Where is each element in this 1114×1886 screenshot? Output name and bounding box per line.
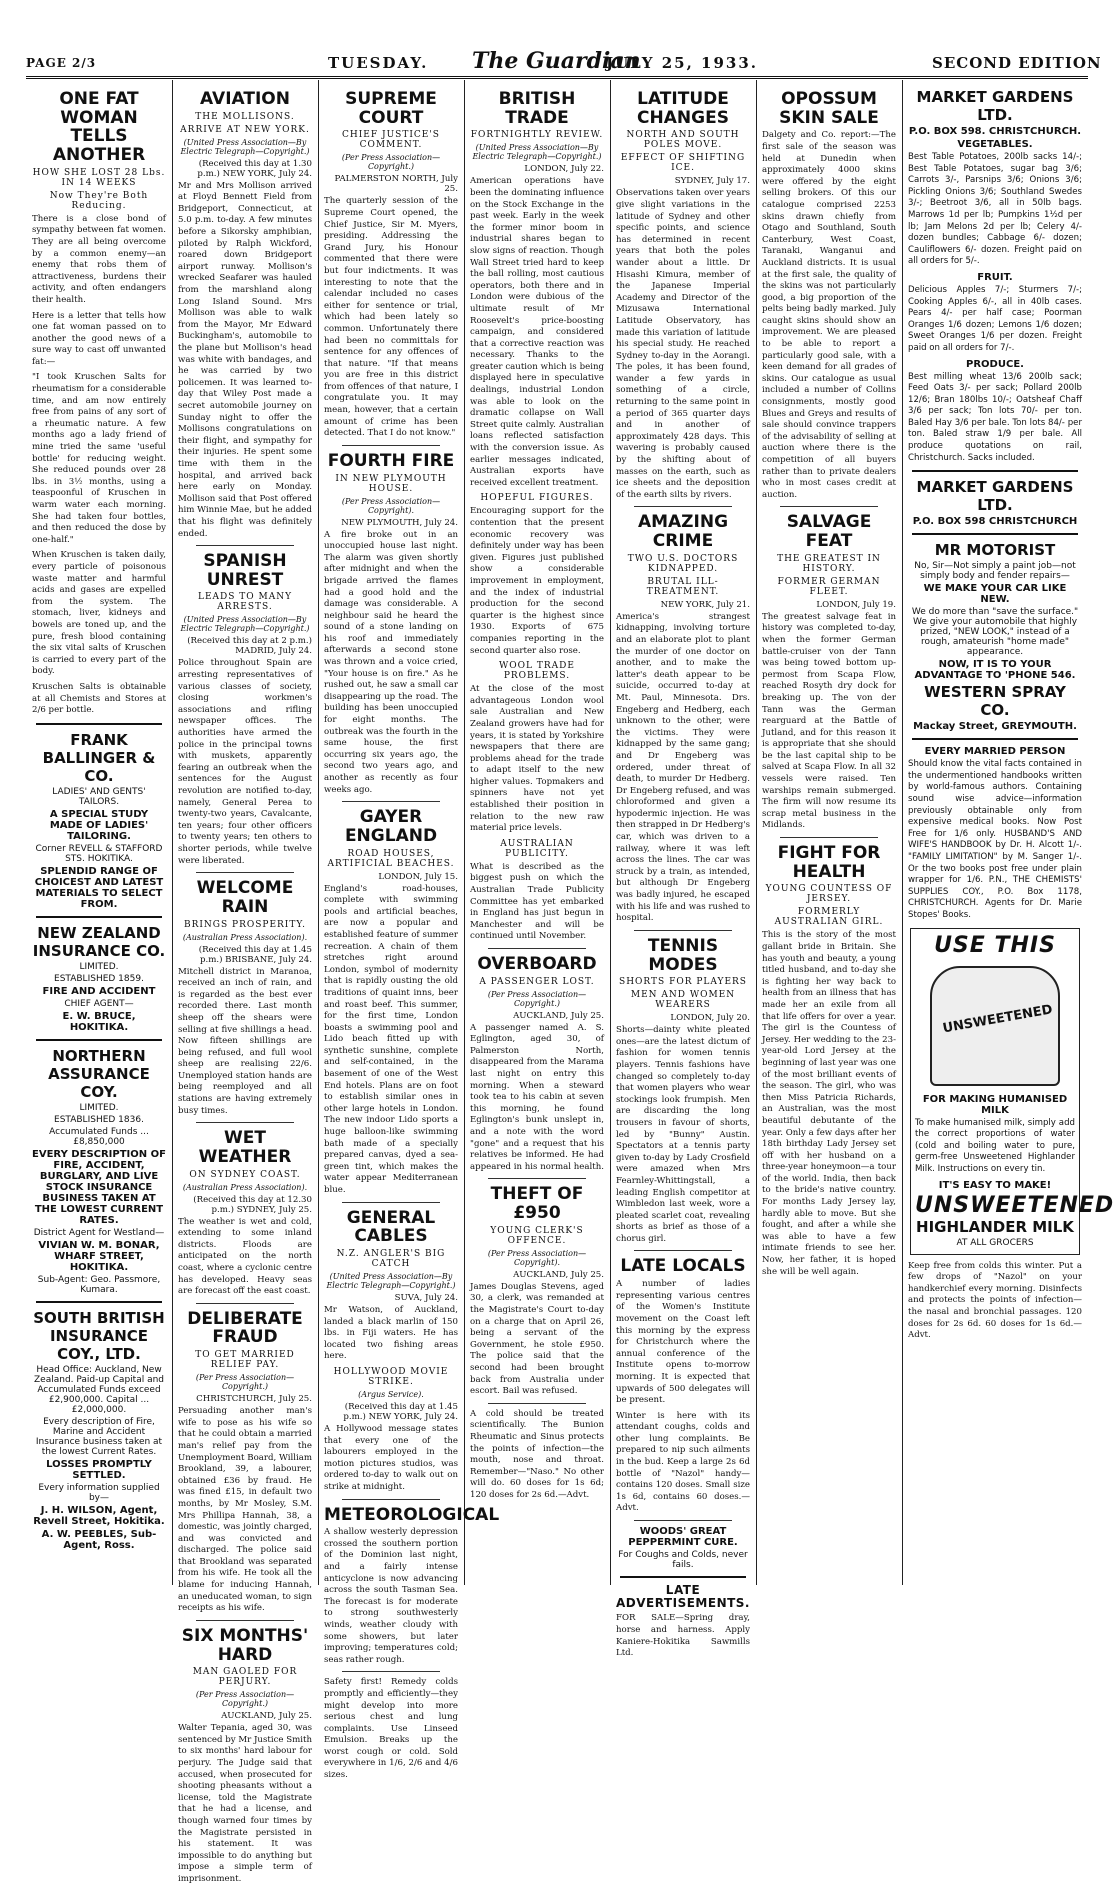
divider bbox=[780, 506, 878, 507]
ad-line: LIMITED. bbox=[79, 1102, 119, 1113]
article-paragraph: Here is a letter that tells how one fat woman passed on to another the good news of a sure way to cast off unwanted fat:— bbox=[32, 310, 166, 367]
advertorial-paragraph: Winter is here with its attendant coughs, colds and other lung complaints. Be prepared to nip such ailments in the bud. Keep a large 2s 6d bottle of "Nazol" handy—contains 120 doses. Small size 1s 6d, contains 60 doses.—Advt. bbox=[616, 1410, 750, 1514]
ad-line: EVERY DESCRIPTION OF FIRE, ACCIDENT, BURGLARY, AND LIVE STOCK INSURANCE BUSINESS TAKEN AT THE LOWEST CURRENT RATES. bbox=[32, 1148, 166, 1226]
article-paragraph: The greatest salvage feat in history was completed to-day, when the former German battle-cruiser von der Tann was being towed bottom up-permost from Scapa Flow, reached Rosyth dry dock for breaking up. The von der Tann was the German rearguard at the Battle of Jutland, and for this reason it is appropriate that she should be the last capital ship to be salved at Scapa Flow. In all 32 vessels were raised. Ten warships remain submerged. The firm will now resume its scrap metal business in the Midlands. bbox=[762, 611, 896, 831]
ad-line: P.O. BOX 598 CHRISTCHURCH bbox=[912, 516, 1078, 528]
divider bbox=[488, 948, 586, 949]
advertisement bbox=[32, 1309, 166, 1551]
dateline: AUCKLAND, July 25. bbox=[221, 1711, 312, 1722]
ad-line: IT'S EASY TO MAKE! bbox=[938, 1179, 1052, 1191]
ad-line: LIMITED. bbox=[79, 961, 119, 972]
dateline: LONDON, July 20. bbox=[670, 1013, 750, 1024]
ad-line: A. W. PEEBLES, Sub-Agent, Ross. bbox=[41, 1528, 157, 1551]
divider bbox=[36, 723, 162, 725]
divider bbox=[488, 1178, 586, 1179]
ad-line: SPLENDID RANGE OF CHOICEST AND LATEST MATERIALS TO SELECT FROM. bbox=[34, 865, 164, 910]
advertiser-name: NEW ZEALAND INSURANCE CO. bbox=[32, 923, 166, 960]
wire-credit: (Per Press Association—Copyright.) bbox=[195, 1373, 295, 1392]
wire-credit: (Per Press Association—Copyright). bbox=[487, 1248, 587, 1267]
ad-section: PRODUCE. bbox=[966, 358, 1024, 370]
ad-line: WE MAKE YOUR CAR LIKE NEW. bbox=[923, 583, 1067, 606]
divider bbox=[342, 1202, 440, 1203]
tin-label: UNSWEETENED bbox=[941, 1001, 1054, 1036]
divider bbox=[634, 930, 732, 931]
dateline: AUCKLAND, July 25. bbox=[513, 1269, 604, 1280]
subheadline: TO GET MARRIED RELIEF PAY. bbox=[195, 1350, 295, 1371]
subheadline: ROAD HOUSES, ARTIFICIAL BEACHES. bbox=[327, 848, 455, 869]
dateline: PALMERSTON NORTH, July 25. bbox=[334, 174, 458, 195]
dateline: (Received this day at 12.30 p.m.) SYDNEY, July 25. bbox=[193, 1194, 312, 1215]
edition-label: SECOND EDITION bbox=[932, 54, 1102, 72]
divider bbox=[342, 1499, 440, 1500]
article-paragraph: Shorts—dainty white pleated ones—are the latest dictum of fashion for women tennis players. Tennis fashions have changed so completely to-day that women players who wear stockings look frumpish. Men are discarding the long trousers in favour of shorts, led by "Bunny" Austin. Spectators at a tennis party given to-day by Lady Crosfield were amazed when Mrs Fearnley-Whittingstall, a leading English competitor at Wimbledon last week, wore a pleated scarlet coat, revealing shorts as brief as those of a chorus girl. bbox=[616, 1025, 750, 1244]
section-heading: LATE ADVERTISEMENTS. bbox=[616, 1583, 750, 1611]
headline: AVIATION bbox=[200, 89, 290, 109]
ad-line: LOSSES PROMPTLY SETTLED. bbox=[46, 1458, 152, 1481]
section-subhead: WOOL TRADE PROBLEMS. bbox=[499, 661, 575, 682]
masthead-date: JULY 25, 1933. bbox=[606, 54, 758, 72]
advertisement bbox=[616, 1526, 750, 1570]
article-paragraph: American operations have been the dominating influence on the Stock Exchange in the past week. Early in the week the former minor boom in industrial shares began to slow signs of reaction. Though Wall Street tried hard to keep the ball rolling, most cautious operators, both there and in London were dubious of the ultimate result of Mr Roosevelt's price-boosting campaign, and considered that a corrective reaction was necessary. Thanks to the greater caution which is being displayed here in speculative dealings, industrial London was able to look on the dramatic collapse on Wall Street quite calmly. Australian loans reflected satisfaction with the conversion issue. As earlier messages indicated, Australian exports have received excellent treatment. bbox=[470, 176, 604, 488]
ad-line: VIVIAN W. M. BONAR, WHARF STREET, HOKITIKA. bbox=[38, 1239, 160, 1273]
divider bbox=[912, 470, 1078, 472]
divider bbox=[912, 738, 1078, 740]
dateline: CHRISTCHURCH, July 25. bbox=[196, 1394, 312, 1405]
article-paragraph: A number of ladies representing various centres of the Women's Institute movement on the Coast left this morning by the express for Christchurch where the annual conference of the Institute opens to-morrow morning. It is expected that upwards of 500 delegates will be present. bbox=[616, 1279, 750, 1406]
ad-line: E. W. BRUCE, HOKITIKA. bbox=[62, 1010, 136, 1033]
product-name: HIGHLANDER MILK bbox=[916, 1217, 1074, 1236]
ad-line: FIRE AND ACCIDENT bbox=[42, 985, 156, 997]
article-paragraph: "I took Kruschen Salts for rheumatism for a considerable time, and am now entirely free from pains of any sort of a rheumatic nature. A few months ago a lady friend of mine tried the same 'useful bottle' for reducing weight. She reduced pounds over 28 lbs. in 3½ months, using a teaspoonful of Kruschen in warm water each morning. She had taken four bottles, and then reduced the dose by one-half." bbox=[32, 372, 166, 545]
headline: SPANISH UNREST bbox=[203, 551, 287, 590]
advertisement bbox=[908, 541, 1082, 732]
dateline: (Received this day at 1.45 p.m.) BRISBANE, July 24. bbox=[198, 944, 312, 965]
column-2 bbox=[172, 80, 318, 1884]
dateline: (Received this day at 1.30 p.m.) NEW YORK, July 24. bbox=[197, 158, 312, 179]
dateline: AUCKLAND, July 25. bbox=[513, 1010, 604, 1021]
wire-credit: (United Press Association—By Electric Telegraph—Copyright.) bbox=[472, 143, 602, 162]
advertiser-name: MARKET GARDENS LTD. bbox=[916, 88, 1074, 124]
ad-line: Every description of Fire, Marine and Accident Insurance business taken at the lowest Current Rates. bbox=[35, 1416, 163, 1457]
subheadline: HOW SHE LOST 28 Lbs. IN 14 WEEKS bbox=[32, 167, 166, 188]
subheadline: EFFECT OF SHIFTING ICE. bbox=[620, 153, 746, 174]
subheadline: THE MOLLISONS. bbox=[195, 111, 295, 122]
article-paragraph: England's road-houses, complete with swimming pools and artificial beaches, are now a popular and established feature of summer recreation. A chain of them stretches right around London, symbol of modernity that is rapidly ousting the old traditions of quaint inns, beer and roast beef. This summer, for the first time, London boasts a swimming pool and Lido beach fitted up with synthetic sunshine, complete and self-contained, in the basement of one of the West End hotels. Plans are on foot to establish similar ones in other large hotels in London. The new indoor Lido sports a huge balloon-like swimming bath made of a specially prepared canvas, dyed a sea-green tint, which makes the water appear Mediterranean blue. bbox=[324, 883, 458, 1195]
advertisement bbox=[32, 731, 166, 910]
advertiser-name: MARKET GARDENS LTD. bbox=[916, 478, 1074, 515]
wire-credit: (Australian Press Association). bbox=[182, 932, 308, 942]
column-6 bbox=[756, 80, 902, 1585]
article-paragraph: Persuading another man's wife to pose as his wife so that he could obtain a married man's relief pay from the Unemployment Board, William Brookland, 39, a labourer, obtained £36 by fraud. He was fined £15, in default two months, by Mr Mosley, S.M. Mrs Phillipa Hannah, 38, a domestic, was jointly charged, and was convicted and discharged. The police said that Brookland was separated from his wife. He took all the blame for inducing Hannah, an uneducated woman, to sign receipts as his wife. bbox=[178, 1406, 312, 1614]
headline: THEFT OF £950 bbox=[490, 1184, 584, 1224]
headline: METEOROLOGICAL bbox=[324, 1504, 500, 1525]
subheadline: BRUTAL ILL-TREATMENT. bbox=[646, 576, 720, 597]
ad-line: P.O. BOX 598. CHRISTCHURCH. bbox=[908, 126, 1082, 137]
subheadline: A PASSENGER LOST. bbox=[479, 976, 595, 987]
wire-credit: (Per Press Association—Copyright). bbox=[341, 496, 441, 515]
article-paragraph: What is described as the biggest push on which the Australian Trade Publicity Committee has yet embarked in England has just begun in Manchester and will be continued until November. bbox=[470, 861, 604, 942]
advertisement bbox=[32, 1047, 166, 1295]
advertisement bbox=[32, 924, 166, 1033]
article-paragraph: Mitchell district in Maranoa, received an inch of rain, and is regarded as the best ever recorded there. Last month sheep off the shears were selling at five shillings a head. Now fifteen shillings are being refused, and full wool sheep are realising 22/6. Unemployed station hands are being reemployed and all stations are having extremely busy times. bbox=[178, 966, 312, 1116]
dateline: NEW PLYMOUTH, July 24. bbox=[341, 517, 458, 528]
ad-line: WOODS' GREAT PEPPERMINT CURE. bbox=[628, 1526, 738, 1549]
divider bbox=[634, 1520, 732, 1521]
ad-line: A SPECIAL STUDY MADE OF LADIES' TAILORING. bbox=[49, 808, 149, 842]
dateline: NEW YORK, July 21. bbox=[660, 599, 750, 610]
subheadline: NORTH AND SOUTH POLES MOVE. bbox=[626, 130, 740, 151]
dateline: LONDON, July 15. bbox=[378, 871, 458, 882]
subheadline: FORMERLY AUSTRALIAN GIRL. bbox=[774, 907, 884, 928]
section-subhead: HOPEFUL FIGURES. bbox=[480, 493, 594, 504]
ad-line: Mackay Street, GREYMOUTH. bbox=[913, 721, 1077, 733]
subheadline: CHIEF JUSTICE'S COMMENT. bbox=[342, 130, 440, 151]
divider bbox=[912, 533, 1078, 535]
divider bbox=[196, 872, 294, 873]
article-paragraph: Dalgety and Co. report:—The first sale of the season was held at Dunedin when approximately 4000 skins were offered by the eight selling brokers. Of this our catalogue comprised 2253 skins drawn chiefly from Otago and Southland, South Canterbury, West Coast, Taranaki, Wanganui and Auckland districts. It is usual at the first sale, the quality of the skins was not particularly good, a big proportion of the pelts being badly marked. July caught skins should show an improvement. We are pleased to be able to report a particularly good sale, with a keen demand for all grades of skins. Our catalogue as usual included a number of Collins consignments, mostly good Blues and Greys and results of sale should convince trappers of the advisability of selling at auction where there is the competition of all buyers rather than to private dealers who in most cases credit at auction. bbox=[762, 130, 896, 500]
ad-section: FRUIT. bbox=[977, 271, 1013, 283]
divider bbox=[36, 1301, 162, 1303]
dateline: SUVA, July 24. bbox=[394, 1292, 458, 1303]
headline: ONE FAT WOMAN TELLS ANOTHER bbox=[52, 89, 146, 166]
article-paragraph: A fire broke out in an unoccupied house last night. The alarm was given shortly after midnight and when the brigade arrived the flames had a good hold and the damage was considerable. A neighbour said he heard the sound of a stone landing on his roof and immediately afterwards a second stone was thrown and a voice cried, "Your house is on fire." As he rushed out, he saw a small car disappearing up the road. The building has been unoccupied for eight months. The outbreak was the fourth in the same house, the first occurring six years ago, the second two years ago, and another as recently as four weeks ago. bbox=[324, 529, 458, 795]
column-3 bbox=[318, 80, 500, 1781]
subheadline: LEADS TO MANY ARRESTS. bbox=[197, 592, 293, 613]
article-paragraph: At the close of the most advantageous London wool sale Australian and New Zealand growers have had for years, it is stated by Yorkshire newspapers that there are problems ahead for the trade to adapt itself to the new higher values. Topmakers and spinners have not yet established their position in relation to the new raw material price levels. bbox=[470, 684, 604, 834]
divider bbox=[342, 445, 440, 446]
ad-line: No, Sir—Not simply a paint job—not simply body and fender repairs— bbox=[914, 561, 1076, 582]
headline: GAYER ENGLAND bbox=[344, 807, 438, 846]
price-list: Best milling wheat 13/6 200lb sack; Feed Oats 3/- per sack; Pollard 200lb 12/6; Bran 180lbs 10/-; Oatsheaf Chaff 3/6 per sack; Ton lots 70/- per ton. Baled Hay 3/6 per bale. Ton lots 84/- per ton. Baled straw 1/9 per bale. All produce quotations on rail, Christchurch. Sacks included. bbox=[908, 371, 1082, 463]
wire-credit: (Argus Service). bbox=[358, 1389, 424, 1399]
divider bbox=[780, 837, 878, 838]
article-paragraph: Mr and Mrs Mollison arrived at Floyd Bennett Field from Bridgeport, Connecticut, at 5.0 p.m. to-day. A few minutes before a Sikorsky amphibian, piloted by Ralph Wickford, roared down Bridgeport airport runway. Mollison's wrecked Seafarer was hauled from the marshland along Long Island Sound. Mrs Mollison was able to walk from the Mayor, Mr Edward Buckingham's, automobile to the plane but Mollison's head was white with bandages, and he was carried by two policemen. It was learned to-day that Wiley Post made a secret automobile journey on Sunday night to offer the Mollisons congratulations on their flight, and sympathy for their injuries. He spent some time with them in the hospital, and arrived back here early on Monday. Mollison said that Post offered him Winnie Mae, but he added that his flight was definitely ended. bbox=[178, 180, 312, 539]
subheadline: HOLLYWOOD MOVIE STRIKE. bbox=[333, 1366, 449, 1387]
dateline: (Received this day at 2 p.m.) MADRID, July 24. bbox=[187, 636, 312, 657]
divider bbox=[634, 1250, 732, 1251]
wire-credit: (United Press Association—By Electric Telegraph—Copyright.) bbox=[180, 615, 310, 634]
divider bbox=[36, 1039, 162, 1041]
headline: OPOSSUM SKIN SALE bbox=[779, 89, 879, 128]
headline: WET WEATHER bbox=[198, 1128, 292, 1167]
milk-tin-illustration bbox=[930, 966, 1060, 1086]
subheadline: ARRIVE AT NEW YORK. bbox=[180, 124, 310, 135]
ad-line: For Coughs and Colds, never fails. bbox=[618, 1550, 748, 1571]
advertorial-paragraph: A cold should be treated scientifically. The Bunion Rheumatic and Sinus protects the points of infection—the mouth, nose and throat. Remember—"Naso." No other will do. 60 doses for 1s 6d; 120 doses for 2s 6d.—Advt. bbox=[470, 1408, 604, 1500]
ad-line: We do more than "save the surface." We give your automobile that highly prized, "NEW LOOK," instead of a rough, amateurish "home made" appearance. bbox=[911, 607, 1079, 658]
article-paragraph: Walter Tepania, aged 30, was sentenced by Mr Justice Smith to six months' hard labour for perjury. The Judge said that accused, when prosecuted for shooting pheasants without a license, told the Magistrate that he had a license, and though warned four times by the Magistrate persisted in his statement. It was impossible to do anything but impose a simple term of imprisonment. bbox=[178, 1723, 312, 1884]
article-paragraph: Observations taken over years give slight variations in the latitude of Sydney and other specific points, and science has determined in recent years that both the poles wander about a little. Dr Hisashi Kimura, member of the Japanese Imperial Academy and Director of the Mizusawa International Latitude Observatory, has made this variation of latitude his special study. He reached Sydney to-day in the Aorangi. The poles, it has been found, wander a few yards in something of a circle, returning to the same point in a period of 365 quarter days and in another of approximately 428 days. This wavering is probably caused by the shifting about of masses on the earth, such as ice sheets and the deposition of the earth silts by rivers. bbox=[616, 188, 750, 500]
ad-headline: USE THIS bbox=[934, 932, 1056, 958]
wire-credit: (Australian Press Association). bbox=[182, 1182, 308, 1192]
ad-line: NOW, IT IS TO YOUR ADVANTAGE TO 'PHONE 546. bbox=[914, 659, 1076, 682]
headline: DELIBERATE FRAUD bbox=[187, 1308, 303, 1348]
subheadline: FORMER GERMAN FLEET. bbox=[777, 576, 881, 597]
advertisement bbox=[908, 478, 1082, 527]
advertorial-paragraph: Keep free from colds this winter. Put a few drops of "Nazol" on your handkerchief every morning. Disinfects and protects the points of infection—the nasal and bronchial passages. 120 doses for 2s 6d. 60 doses for 1s 6d.—Advt. bbox=[908, 1260, 1082, 1341]
dateline: (Received this day at 1.45 p.m.) NEW YORK, July 24. bbox=[343, 1401, 458, 1422]
ad-line: Accumulated Funds ... £8,850,000 bbox=[49, 1126, 149, 1147]
ad-heading: MR MOTORIST bbox=[934, 541, 1056, 560]
classified-ad: FOR SALE—Spring dray, horse and harness. Apply Kaniere-Hokitika Sawmills Ltd. bbox=[616, 1613, 750, 1659]
divider bbox=[634, 506, 732, 507]
masthead-day: TUESDAY. bbox=[328, 54, 429, 72]
ad-line: J. H. WILSON, Agent, Revell Street, Hokitika. bbox=[33, 1504, 165, 1527]
wire-credit: (Per Press Association—Copyright.) bbox=[487, 989, 587, 1008]
article-paragraph: Encouraging support for the contention that the present economic recovery was definitely under way has been given. Figures just published show a considerable improvement in employment, and the index of industrial production for the second quarter is the highest since 1930. Exports of 675 companies reporting in the second quarter also rose. bbox=[470, 506, 604, 656]
divider bbox=[488, 1403, 586, 1404]
wire-credit: (Per Press Association—Copyright.) bbox=[195, 1690, 295, 1709]
wire-credit: (United Press Association—By Electric Telegraph—Copyright.) bbox=[180, 137, 310, 156]
subheadline: MAN GAOLED FOR PERJURY. bbox=[192, 1667, 298, 1688]
ad-body: Should know the vital facts contained in the undermentioned handbooks written by world-famous authors. Containing sound wise advice—information previously obtainable only from expensive medical books. Now Post Free for 1/6 only. HUSBAND'S AND WIFE'S HANDBOOK by Dr. H. Alcott 1/-. "FAMILY LIMITATION" by M. Sanger 1/-. Or the two books post free under plain wrapper for 1/6. P.N., THE CHEMISTS' SUPPLIES COY., P.O. Box 1178, CHRISTCHURCH. Agents for Dr. Marie Stopes' Books. bbox=[908, 759, 1082, 920]
ad-section: VEGETABLES. bbox=[957, 139, 1033, 150]
ad-body: To make humanised milk, simply add the correct proportions of water (cold and boiling water to pure, germ-free Unsweetened Highlander Milk. Instructions on every tin. bbox=[915, 1117, 1075, 1174]
ad-line: ESTABLISHED 1859. bbox=[54, 973, 144, 984]
subheadline: N.Z. ANGLER'S BIG CATCH bbox=[336, 1248, 446, 1269]
advertiser-name: WESTERN SPRAY CO. bbox=[924, 683, 1066, 720]
article-paragraph: When Kruschen is taken daily, every particle of poisonous waste matter and harmful acids and gases are expelled from the system. The stomach, liver, kidneys and bowels are toned up, and the pure, fresh blood containing the six vital salts of Kruschen is carried to every part of the body. bbox=[32, 550, 166, 677]
article-paragraph: A passenger named A. S. Eglington, aged 30, of Palmerston North, disappeared from the Marama last night on entry this morning. When a steward took tea to his cabin at seven this morning, he found Eglington's bunk unslept in, and a note with the word "gone" and a request that his relatives be informed. He had appeared in his normal health. bbox=[470, 1022, 604, 1172]
headline: FOURTH FIRE bbox=[327, 450, 455, 471]
subheadline: YOUNG COUNTESS OF JERSEY. bbox=[765, 884, 893, 905]
masthead bbox=[0, 0, 1114, 78]
divider bbox=[196, 1303, 294, 1304]
headline: SIX MONTHS' HARD bbox=[181, 1625, 309, 1665]
ad-line: Sub-Agent: Geo. Passmore, Kumara. bbox=[37, 1274, 161, 1295]
article-paragraph: The quarterly session of the Supreme Court opened, the Chief Justice, Sir M. Myers, presiding. Addressing the Grand Jury, his Honour commented that there were but four indictments. It was interesting to note that the calendar included no cases either for sentence or trial, which had been lately so common. Unfortunately there had been no committals for sentence for any offences of that nature. "If that means you are free in this district from offences of that nature, I congratulate you. It may mean, however, that a certain amount of crime has been detected. That I do not know." bbox=[324, 196, 458, 439]
subheadline: IN NEW PLYMOUTH HOUSE. bbox=[335, 473, 447, 494]
headline: SALVAGE FEAT bbox=[786, 512, 872, 552]
article-paragraph: Police throughout Spain are arresting representatives of various classes of society, closing workmen's associations and rifling newspaper offices. The authorities have armed the police in the principal towns with muskets, apparently fearing an outbreak when the sentences for the August revolution are notified to-day, namely, General Perea to twenty-two years, Cavalcante, ten years; four other officers to twenty years; ten others to shorter periods, while twelve were liberated. bbox=[178, 658, 312, 866]
column-7 bbox=[902, 80, 1114, 1585]
divider bbox=[36, 916, 162, 918]
article-paragraph: A Hollywood message states that every one of the labourers employed in the motion pictures studios, was ordered to-day to walk out on strike at midnight. bbox=[324, 1423, 458, 1492]
subheadline: MEN AND WOMEN WEARERS bbox=[630, 990, 736, 1011]
ad-line: District Agent for Westland— bbox=[33, 1227, 165, 1238]
headline: LATITUDE CHANGES bbox=[637, 89, 729, 128]
dateline: SYDNEY, July 17. bbox=[674, 176, 750, 187]
price-list: Delicious Apples 7/-; Sturmers 7/-; Cooking Apples 6/-, all in 40lb cases. Pears 4/- per half case; Poorman Oranges 1/6 dozen; Lemons 1/6 dozen; Sweet Oranges 1/6 per dozen. Freight paid on all orders for 7/-. bbox=[908, 284, 1082, 353]
section-subhead: AUSTRALIAN PUBLICITY. bbox=[500, 838, 574, 859]
divider bbox=[196, 1122, 294, 1123]
milk-advertisement bbox=[910, 928, 1114, 1255]
article-paragraph: There is a close bond of sympathy between fat women. They are all being overcome by a common enemy—an enemy that robs them of attractiveness, burdens their activity, and often endangers their health. bbox=[32, 213, 166, 305]
headline: AMAZING CRIME bbox=[637, 512, 729, 552]
headline: SUPREME COURT bbox=[345, 89, 437, 128]
divider bbox=[342, 1671, 440, 1672]
ad-line: ESTABLISHED 1836. bbox=[54, 1114, 144, 1125]
ad-line: FOR MAKING HUMANISED MILK bbox=[922, 1093, 1068, 1116]
divider bbox=[342, 801, 440, 802]
subheadline: FORTNIGHTLY REVIEW. bbox=[470, 130, 604, 141]
dateline: LONDON, July 19. bbox=[816, 599, 896, 610]
headline: BRITISH TRADE bbox=[498, 89, 576, 128]
ad-line: Every information supplied by— bbox=[38, 1482, 160, 1503]
headline: OVERBOARD bbox=[477, 954, 597, 974]
ad-line: Head Office: Auckland, New Zealand. Paid-up Capital and Accumulated Funds exceed £2,900,000. Capital ... £2,000,000. bbox=[34, 1364, 164, 1415]
column-4 bbox=[464, 80, 610, 1585]
newspaper-title: The Guardian bbox=[472, 48, 641, 74]
subheadline: BRINGS PROSPERITY. bbox=[183, 919, 306, 930]
article-paragraph: This is the story of the most gallant bride in Britain. She has youth and beauty, a young titled husband, and to-day she is fighting her way back to health from an illness that has made her an exile from all that life offers for over a year. The girl is the Countess of Jersey. Her wedding to the 23-year-old Lord Jersey at the beginning of last year was one of the most brilliant events of the season. The girl, who was then Miss Patricia Richards, an Australian, was the most beautiful debutante of the year. Only a few days after her 18th birthday Lady Jersey set off with her husband on a three-year honeymoon—a tour of the world. India, then back to the bride's native country. For months Lady Jersey lay, hardly able to move. But she fought, and after a while she was able to have a few intimate friends to see her. Now, her father, it is hoped she will be well again. bbox=[762, 930, 896, 1277]
article-paragraph: Mr Watson, of Auckland, landed a black marlin of 150 lbs. in Fiji waters. He has located two fishing areas here. bbox=[324, 1304, 458, 1362]
advertisement bbox=[908, 746, 1082, 921]
article-paragraph: The weather is wet and cold, extending to some inland districts. Floods are anticipated on the north coast, where a cyclonic centre has developed. Heavy seas are forecast off the east coast. bbox=[178, 1216, 312, 1297]
subheadline: YOUNG CLERK'S OFFENCE. bbox=[490, 1225, 584, 1246]
ad-heading: EVERY MARRIED PERSON bbox=[924, 746, 1066, 758]
divider bbox=[196, 545, 294, 546]
wire-credit: (Per Press Association—Copyright.) bbox=[341, 153, 441, 172]
dateline: LONDON, July 22. bbox=[524, 164, 604, 175]
ad-line: AT ALL GROCERS bbox=[956, 1237, 1034, 1248]
subheadline: TWO U.S. DOCTORS KIDNAPPED. bbox=[627, 553, 739, 574]
headline: LATE LOCALS bbox=[620, 1256, 746, 1277]
headline: TENNIS MODES bbox=[647, 935, 719, 975]
wire-credit: (United Press Association—By Electric Telegraph—Copyright.) bbox=[326, 1271, 456, 1290]
article-paragraph: James Douglas Stevens, aged 30, a clerk, was remanded at the Magistrate's Court to-day on a charge that on April 26, being a servant of the Government, he stole £950. The police said that the second had been brought back from Australia under escort. Bail was refused. bbox=[470, 1281, 604, 1397]
advertiser-name: NORTHERN ASSURANCE COY. bbox=[48, 1046, 150, 1101]
advertiser-name: FRANK BALLINGER & CO. bbox=[42, 730, 156, 785]
headline: WELCOME RAIN bbox=[196, 878, 294, 917]
article-paragraph: Kruschen Salts is obtainable at all Chemists and Stores at 2/6 per bottle. bbox=[32, 681, 166, 716]
article-paragraph: America's strangest kidnapping, involving torture and an elaborate plot to plant the murder of one doctor on another, and to make the latter's death appear to be suicide, occurred to-day at Mt. Paul, Minnesota. Drs. Engeberg and Hedberg, each unknown to the other, were the victims. They were kidnapped by the same gang; and Dr Engeberg was ordered, under threat of death, to murder Dr Hedberg. Dr Engeberg refused, and was chloroformed and given a hypodermic injection. He was then strapped in Dr Hedberg's car, which was driven to a railway, where it was left across the lines. The car was struck by a train, as intended, but although Dr Engeberg was badly injured, he escaped with his life and was rushed to hospital. bbox=[616, 611, 750, 924]
masthead-rule bbox=[26, 76, 1088, 79]
ad-line: LADIES' AND GENTS' TAILORS. bbox=[52, 786, 146, 807]
subheadline: SHORTS FOR PLAYERS bbox=[619, 977, 747, 988]
ad-line: CHIEF AGENT— bbox=[64, 998, 134, 1009]
divider bbox=[196, 1620, 294, 1621]
price-list: Best Table Potatoes, 200lb sacks 14/-; Best Table Potatoes, sugar bag 3/6; Carrots 3/-, Parsnips 3/6; Onions 3/6; Pickling Onions 3/6; Southland Swedes 3/-; Beetroot 3/6, all in 50lb bags. Marrows 1d per lb; Pumpkins 1½d per lb; Jam Melons 2d per lb; Celery 4/- dozen bundles; Cabbage 6/- dozen; Cauliflowers 6/- dozen. Freight paid on all orders for 5/-. bbox=[908, 152, 1082, 267]
subheadline: Now They're Both Reducing. bbox=[49, 190, 149, 211]
headline: GENERAL CABLES bbox=[346, 1207, 436, 1247]
column-1 bbox=[26, 80, 172, 1585]
subheadline: ON SYDNEY COAST. bbox=[189, 1169, 301, 1180]
column-5 bbox=[610, 80, 756, 1659]
advertisement bbox=[908, 88, 1082, 464]
headline: FIGHT FOR HEALTH bbox=[777, 843, 881, 882]
subheadline: THE GREATEST IN HISTORY. bbox=[777, 553, 881, 574]
ad-line: Corner REVELL & STAFFORD STS. HOKITIKA. bbox=[35, 843, 163, 864]
advertorial-paragraph: Safety first! Remedy colds promptly and efficiently—they might develop into more serious chest and lung complaints. Use Linseed Emulsion. Breaks up the worst cough or cold. Sold everywhere in 1/6, 2/6 and 4/6 sizes. bbox=[324, 1677, 458, 1781]
advertiser-name: SOUTH BRITISH INSURANCE COY., LTD. bbox=[33, 1308, 165, 1363]
article-paragraph: A shallow westerly depression crossed the southern portion of the Dominion last night, and a fairly intense anticyclone is now advancing across the south Tasman Sea. The forecast is for moderate to strong southwesterly winds, weather cloudy with some showers, but later improving; temperatures cold; seas rather rough. bbox=[324, 1527, 458, 1665]
page-number: PAGE 2/3 bbox=[26, 56, 97, 70]
divider bbox=[620, 1576, 746, 1578]
product-name: UNSWEETENED bbox=[915, 1192, 1114, 1218]
